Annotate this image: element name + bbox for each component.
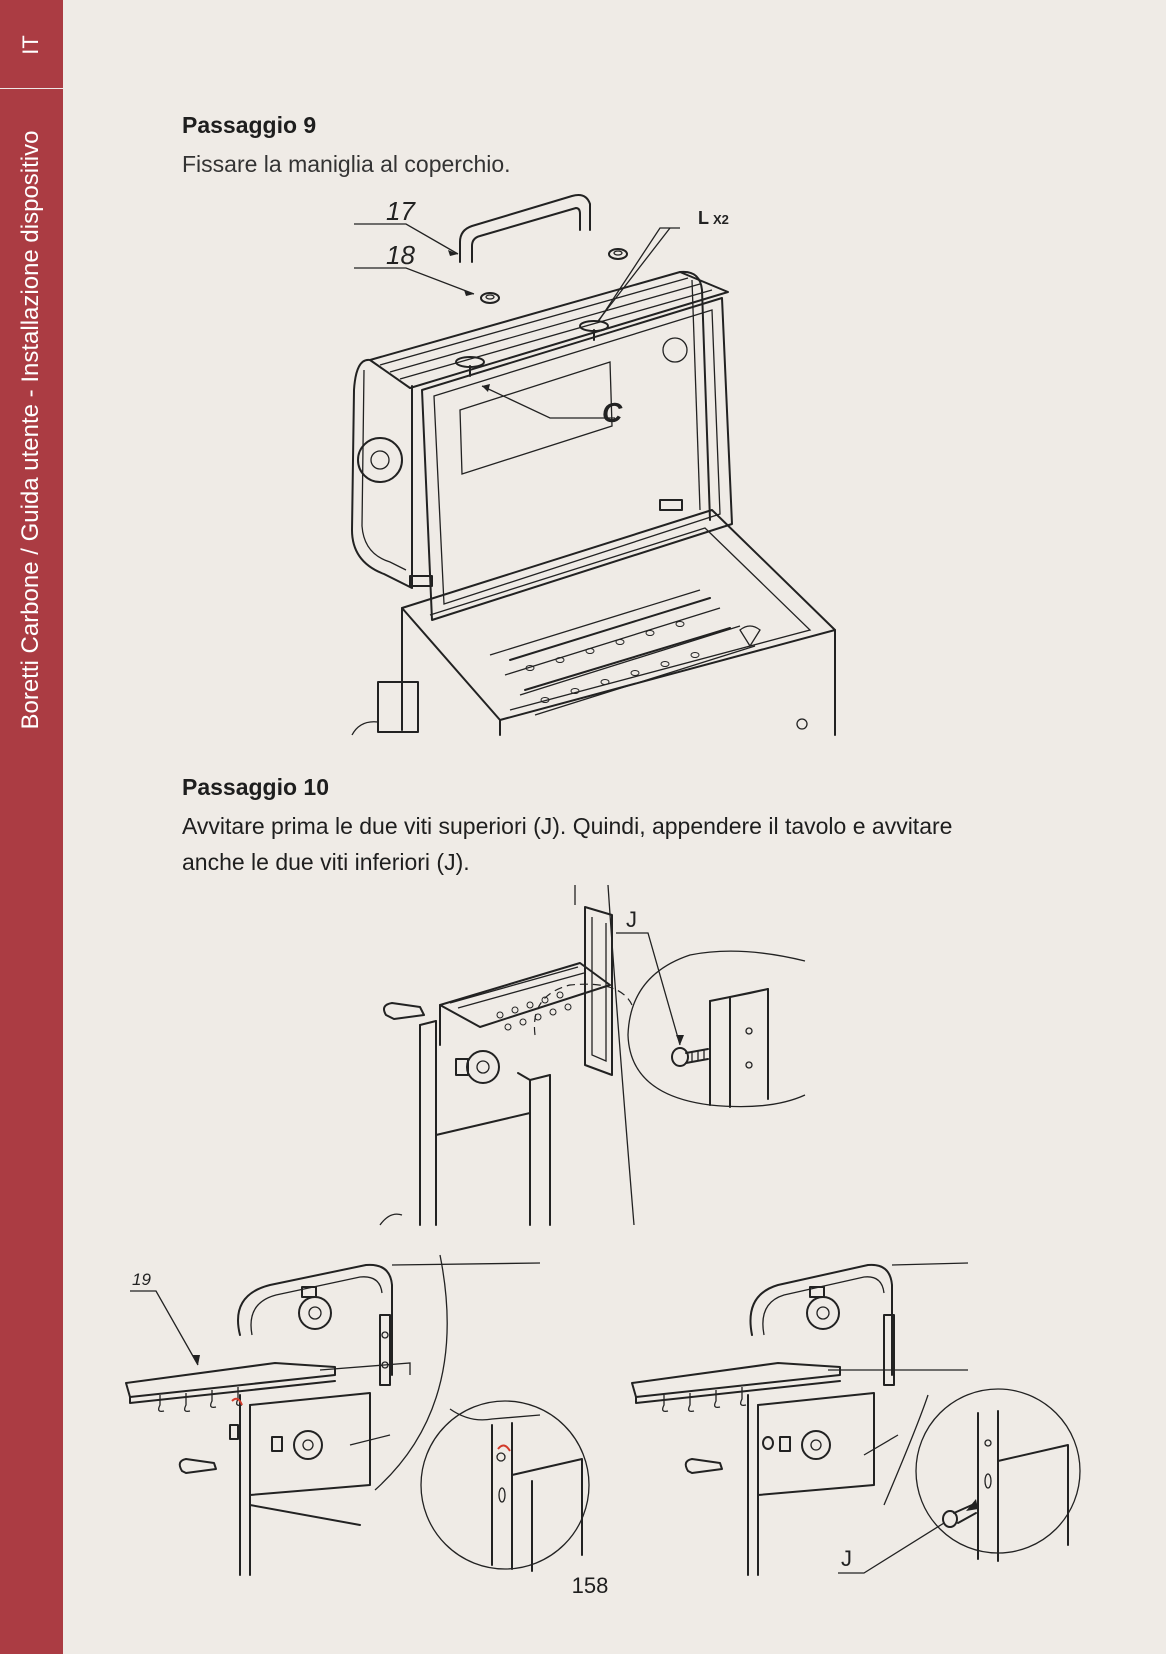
step-10-illustration-left: [120, 1255, 620, 1575]
sidebar: [0, 0, 63, 1654]
callout-J-bottom: J: [841, 1546, 852, 1571]
callout-19: 19: [132, 1270, 151, 1289]
language-box: [0, 0, 63, 89]
callout-17: 17: [386, 196, 415, 226]
document-title: Boretti Carbone / Guida utente - Installazione dispositivo: [17, 130, 44, 730]
step-10-illustration-right: [628, 1255, 1108, 1575]
language-label: IT: [18, 35, 43, 55]
callout-C: C: [602, 397, 623, 428]
callout-L: L: [698, 208, 709, 228]
step-9-illustration: [350, 190, 890, 735]
step-10-text-line2: anche le due viti inferiori (J).: [182, 849, 470, 875]
step-10-text-line1: Avvitare prima le due viti superiori (J). Quindi, appendere il tavolo e avvitare: [182, 813, 953, 839]
callout-x2: X2: [713, 212, 729, 227]
step-10-title: Passaggio 10: [182, 774, 330, 800]
step-9-text: Fissare la maniglia al coperchio.: [182, 151, 511, 177]
step-10-illustration-top: [380, 885, 840, 1225]
callout-18: 18: [386, 240, 415, 270]
page-number: 158: [571, 1573, 609, 1598]
callout-J-top: J: [626, 907, 637, 932]
step-9-title: Passaggio 9: [182, 112, 317, 138]
